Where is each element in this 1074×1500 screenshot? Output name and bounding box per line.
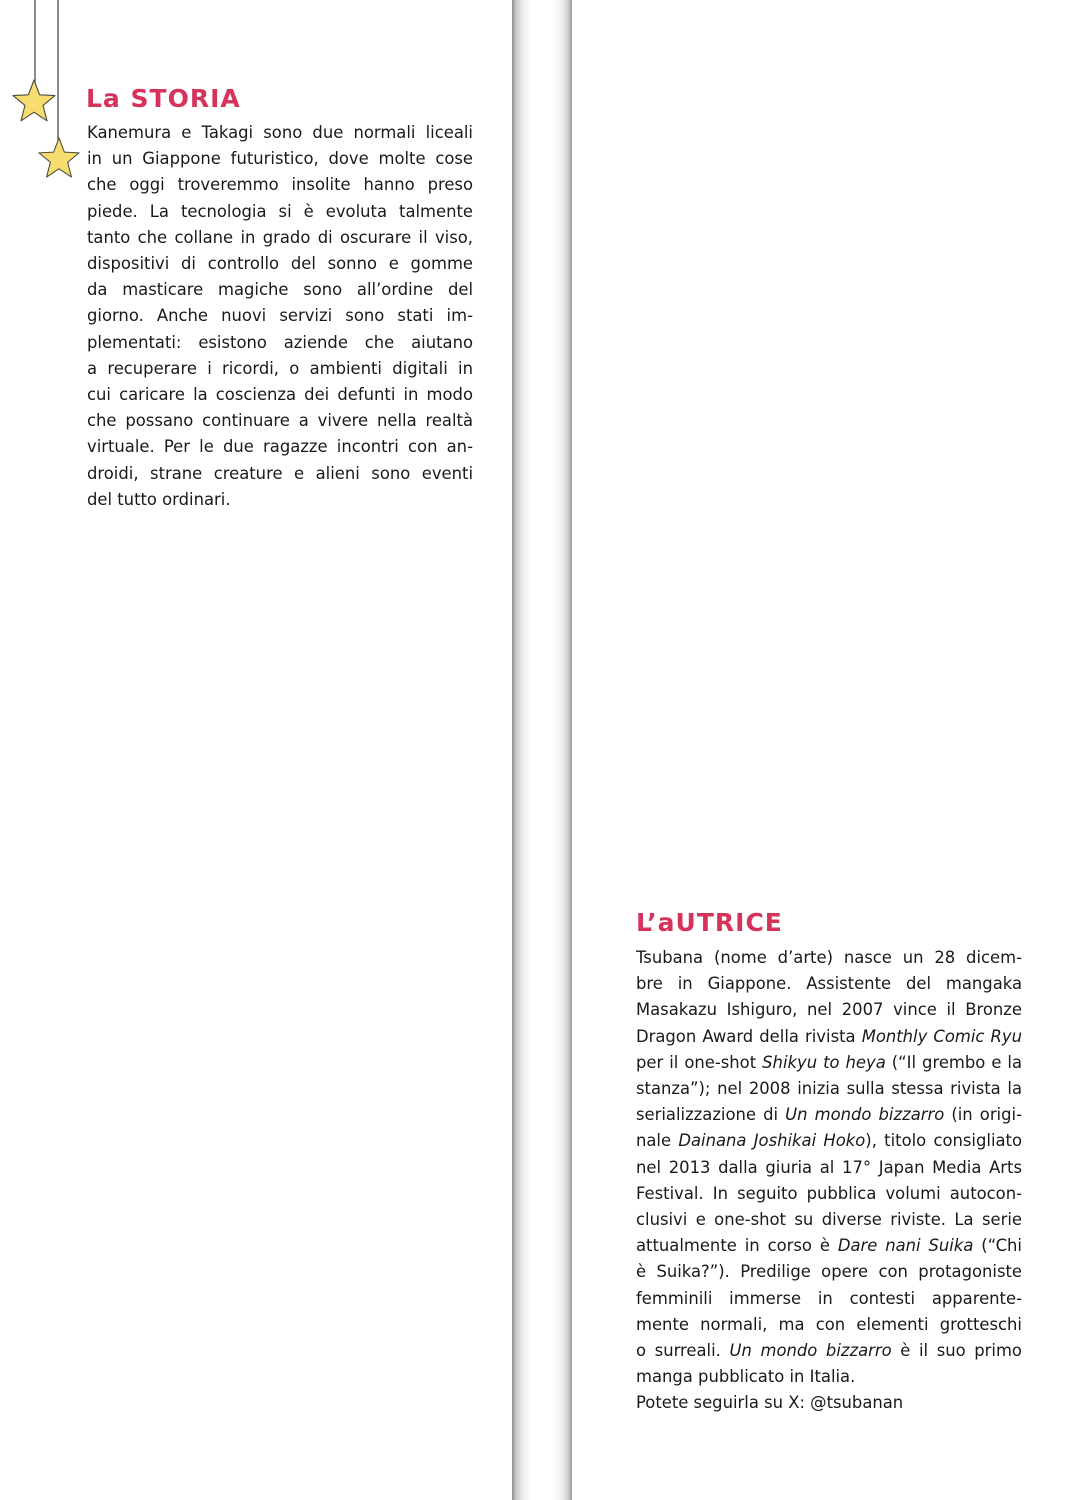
text-run: attualmente in corso è: [636, 1236, 830, 1256]
text-line: del tutto ordinari.: [87, 489, 231, 509]
text-line: dispositivi di controllo del sonno e gomme: [87, 254, 473, 274]
text-line: [636, 1338, 1022, 1364]
text-line: [636, 1102, 1022, 1128]
text-line: che oggi troveremmo insolite hanno preso: [87, 175, 473, 195]
text-run: serializzazione di: [636, 1105, 779, 1125]
text-line: clusivi e one-shot su diverse riviste. La serie: [636, 1210, 1022, 1230]
text-line: nel 2013 dalla giuria al 17° Japan Media Arts: [636, 1157, 1022, 1177]
star-icon: [36, 136, 82, 182]
book-gutter: [512, 0, 572, 1500]
text-line: [636, 1233, 1022, 1259]
text-line: plementati: esistono aziende che aiutano: [87, 332, 473, 352]
text-line: Potete seguirla su X: @tsubanan: [636, 1393, 904, 1413]
text-line: bre in Giappone. Assistente del mangaka: [636, 974, 1022, 994]
star-shape: [13, 80, 55, 121]
text-line: Kanemura e Takagi sono due normali liceali: [87, 123, 473, 142]
text-line: a recuperare i ricordi, o ambienti digitali in: [87, 358, 473, 378]
text-line: Tsubana (nome d’arte) nasce un 28 dicem-: [636, 948, 1022, 967]
autrice-heading: L’aUTRICE: [636, 908, 783, 937]
text-line: che possano continuare a vivere nella realtà: [87, 411, 473, 431]
italic-title: Un mondo bizzarro: [729, 1341, 892, 1361]
autrice-text: [636, 945, 1022, 1417]
text-line: droidi, strane creature e alieni sono eventi: [87, 463, 473, 483]
text-line: manga pubblicato in Italia.: [636, 1367, 856, 1387]
text-line: da masticare magiche sono all’ordine del: [87, 280, 473, 300]
text-line: Masakazu Ishiguro, nel 2007 vince il Bronze: [636, 1000, 1022, 1020]
storia-heading: La STORIA: [86, 84, 241, 113]
text-line: in un Giappone futuristico, dove molte cose: [87, 149, 473, 169]
text-line: piede. La tecnologia si è evoluta talmente: [87, 201, 473, 221]
star-string: [34, 0, 36, 82]
text-line: è Suika?”). Predilige opere con protagoniste: [636, 1262, 1022, 1282]
text-run: nale: [636, 1131, 672, 1151]
text-run: ), titolo consigliato: [865, 1131, 1022, 1151]
text-run: Dragon Award della rivista: [636, 1026, 856, 1046]
text-line: mente normali, ma con elementi grotteschi: [636, 1314, 1022, 1334]
storia-text: [87, 120, 473, 513]
text-run: (in origi-: [951, 1105, 1022, 1125]
text-line: giorno. Anche nuovi servizi sono stati im-: [87, 306, 473, 326]
italic-title: Monthly Comic Ryu: [861, 1026, 1022, 1046]
italic-title: Shikyu to heya: [762, 1052, 886, 1072]
italic-title: Dainana Joshikai Hoko: [678, 1131, 866, 1151]
text-line: stanza”); nel 2008 inizia sulla stessa rivista la: [636, 1079, 1022, 1099]
text-line: tanto che collane in grado di oscurare il viso,: [87, 227, 473, 247]
text-run: (“Chi: [981, 1236, 1022, 1256]
text-run: (“Il grembo e la: [891, 1052, 1023, 1072]
text-line: virtuale. Per le due ragazze incontri con an-: [87, 437, 473, 457]
text-line: [636, 1024, 1022, 1050]
italic-title: Dare nani Suika: [837, 1236, 974, 1256]
text-line: Festival. In seguito pubblica volumi autocon-: [636, 1183, 1022, 1203]
star-shape: [39, 138, 79, 177]
text-line: [636, 1050, 1022, 1076]
text-run: o surreali.: [636, 1341, 721, 1361]
text-run: è il suo primo: [900, 1341, 1022, 1361]
text-line: [636, 1128, 1022, 1154]
text-run: per il one-shot: [636, 1052, 757, 1072]
italic-title: Un mondo bizzarro: [785, 1105, 945, 1125]
text-line: cui caricare la coscienza dei defunti in modo: [87, 385, 473, 405]
text-line: femminili immerse in contesti apparente-: [636, 1288, 1022, 1308]
star-icon: [10, 78, 58, 126]
